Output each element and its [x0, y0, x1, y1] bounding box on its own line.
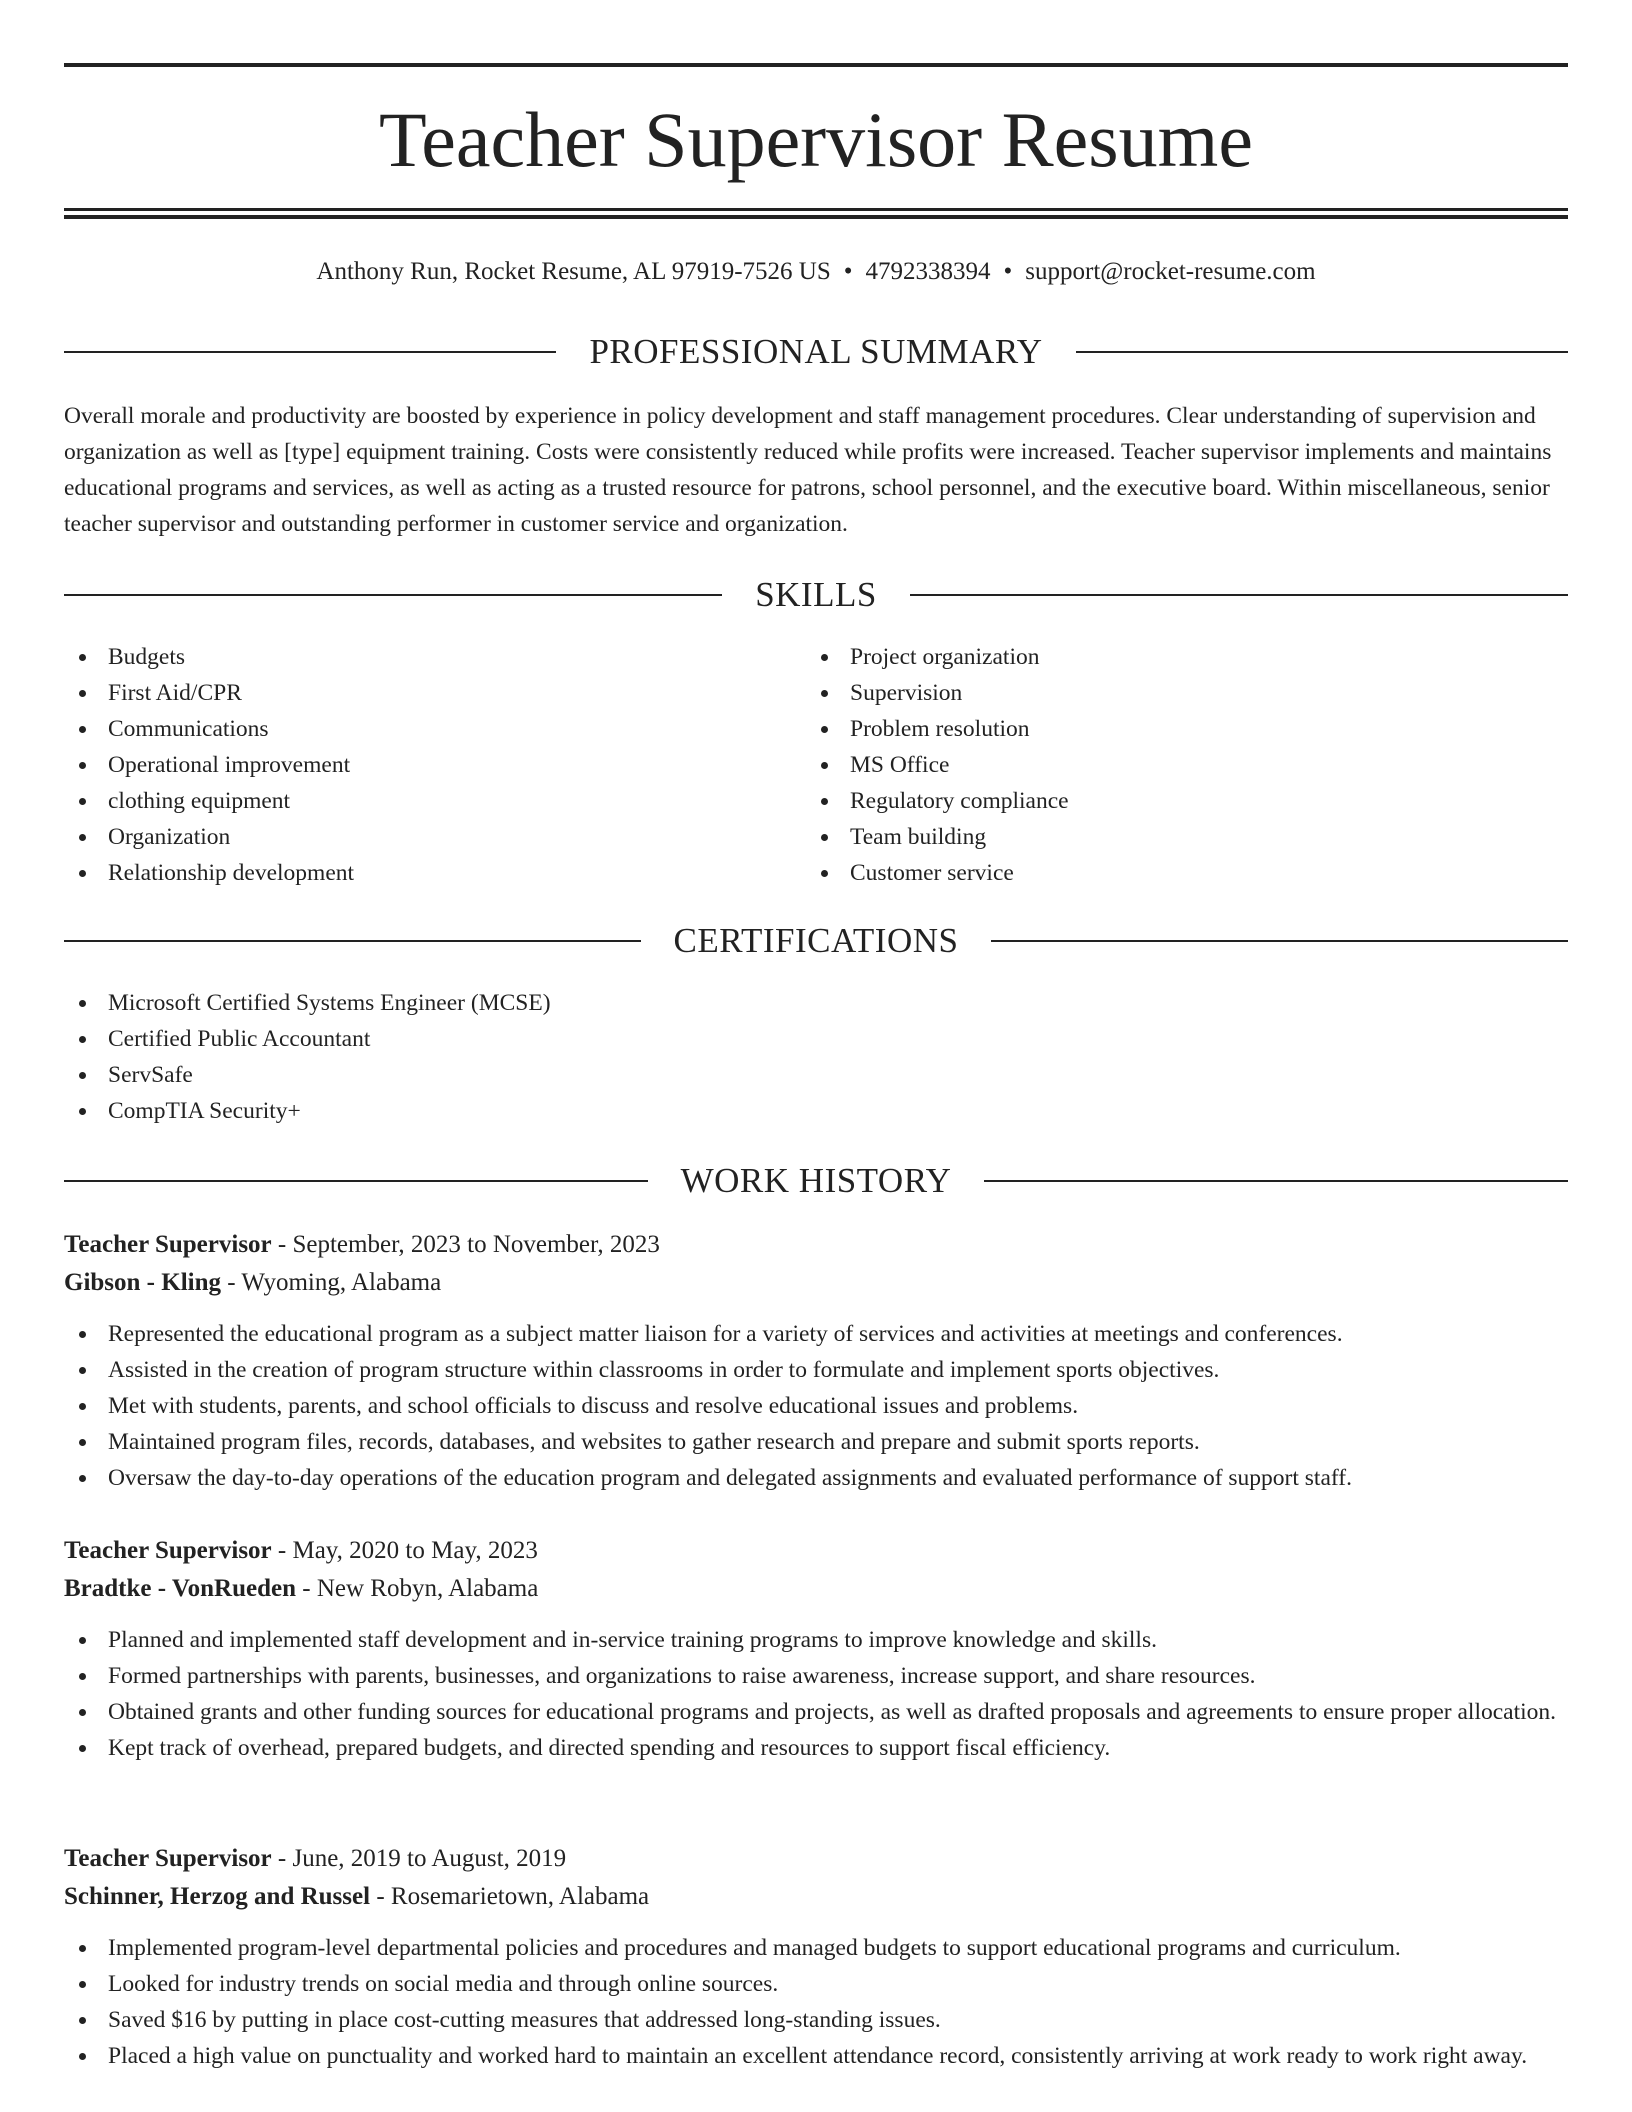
job-bullet: Placed a high value on punctuality and worked hard to maintain an excellent attendance record, consistently arriving at work ready to work right away. [64, 2038, 1568, 2074]
job-company: Schinner, Herzog and Russel [64, 1883, 371, 1910]
skill-item: Budgets [64, 639, 764, 675]
skills-list-left [64, 639, 764, 891]
job-bullets [64, 1930, 1568, 2074]
skill-item: Communications [64, 711, 764, 747]
contact-line [64, 255, 1568, 289]
job-bullets [64, 1316, 1568, 1496]
certification-item: CompTIA Security+ [64, 1093, 1568, 1129]
job-bullet: Represented the educational program as a subject matter liaison for a variety of services and activities at meetings and conferences. [64, 1316, 1568, 1352]
job-entry [64, 1532, 1568, 1766]
skill-item: Problem resolution [806, 711, 1506, 747]
job-company: Gibson - Kling [64, 1269, 221, 1296]
skill-item: Regulatory compliance [806, 783, 1506, 819]
section-heading-skills [64, 573, 1568, 617]
job-location: - Wyoming, Alabama [221, 1269, 442, 1296]
skill-item: First Aid/CPR [64, 675, 764, 711]
contact-separator: • [843, 258, 853, 285]
top-rule [64, 63, 1568, 67]
skill-item: Customer service [806, 855, 1506, 891]
job-dates: - May, 2020 to May, 2023 [271, 1537, 538, 1564]
job-title: Teacher Supervisor [64, 1845, 272, 1872]
certification-item: Microsoft Certified Systems Engineer (MCSE) [64, 985, 1568, 1021]
job-title-line [64, 1532, 1568, 1570]
job-location: - New Robyn, Alabama [296, 1575, 539, 1602]
title-rule-upper [64, 208, 1568, 211]
job-bullet: Saved $16 by putting in place cost-cutting measures that addressed long-standing issues. [64, 2002, 1568, 2038]
job-bullet: Planned and implemented staff development and in-service training programs to improve knowledge and skills. [64, 1622, 1568, 1658]
job-entry [64, 1226, 1568, 1496]
heading-rule [64, 351, 556, 353]
job-dates: - June, 2019 to August, 2019 [271, 1845, 567, 1872]
job-company: Bradtke - VonRueden [64, 1575, 296, 1602]
section-label: PROFESSIONAL SUMMARY [589, 332, 1043, 371]
heading-rule [64, 1180, 648, 1182]
contact-separator: • [1003, 258, 1013, 285]
job-bullet: Obtained grants and other funding sources for educational programs and projects, as well as drafted proposals and agreements to ensure proper allocation. [64, 1694, 1568, 1730]
heading-rule [64, 594, 722, 596]
job-company-line [64, 1264, 1568, 1302]
skill-item: Operational improvement [64, 747, 764, 783]
certifications-list [64, 985, 1568, 1129]
certification-item: ServSafe [64, 1057, 1568, 1093]
skill-item: Organization [64, 819, 764, 855]
job-dates: - September, 2023 to November, 2023 [271, 1231, 660, 1258]
job-bullet: Maintained program files, records, databases, and websites to gather research and prepare and submit sports reports. [64, 1424, 1568, 1460]
job-entry [64, 1840, 1568, 2074]
job-title: Teacher Supervisor [64, 1537, 272, 1564]
heading-rule [984, 1180, 1568, 1182]
contact-email: support@rocket-resume.com [1025, 258, 1316, 285]
heading-rule [910, 594, 1568, 596]
section-heading-summary [64, 330, 1568, 374]
skill-item: MS Office [806, 747, 1506, 783]
job-company-line [64, 1570, 1568, 1608]
job-bullet: Assisted in the creation of program structure within classrooms in order to formulate and implement sports objectives. [64, 1352, 1568, 1388]
job-bullet: Looked for industry trends on social media and through online sources. [64, 1966, 1568, 2002]
job-company-line [64, 1878, 1568, 1916]
job-bullet: Kept track of overhead, prepared budgets, and directed spending and resources to support fiscal efficiency. [64, 1730, 1568, 1766]
job-bullets [64, 1622, 1568, 1766]
job-bullet: Formed partnerships with parents, businesses, and organizations to raise awareness, increase support, and share resources. [64, 1658, 1568, 1694]
skill-item: Team building [806, 819, 1506, 855]
job-bullet: Implemented program-level departmental policies and procedures and managed budgets to support educational programs and curriculum. [64, 1930, 1568, 1966]
contact-phone: 4792338394 [865, 258, 991, 285]
resume-title: Teacher Supervisor Resume [379, 96, 1253, 183]
certification-item: Certified Public Accountant [64, 1021, 1568, 1057]
skill-item: Relationship development [64, 855, 764, 891]
section-heading-certifications [64, 919, 1568, 963]
section-label: SKILLS [755, 575, 877, 614]
skill-item: Supervision [806, 675, 1506, 711]
job-bullet: Met with students, parents, and school officials to discuss and resolve educational issues and problems. [64, 1388, 1568, 1424]
job-location: - Rosemarietown, Alabama [370, 1883, 650, 1910]
skills-list-right [806, 639, 1506, 891]
job-title: Teacher Supervisor [64, 1231, 272, 1258]
job-bullet: Oversaw the day-to-day operations of the education program and delegated assignments and evaluated performance of support staff. [64, 1460, 1568, 1496]
heading-rule [1076, 351, 1568, 353]
heading-rule [991, 940, 1568, 942]
summary-text: Overall morale and productivity are boosted by experience in policy development and staff management procedures. Clear understanding of supervision and organization as well as [type] equipment training. Costs were consistently reduced while profits were increased. Teacher supervisor implements and maintains educational programs and services, as well as acting as a trusted resource for patrons, school personnel, and the executive board. Within miscellaneous, senior teacher supervisor and outstanding performer in customer service and organization. [64, 403, 1552, 537]
skill-item: clothing equipment [64, 783, 764, 819]
title-rule-lower [64, 215, 1568, 219]
section-heading-work-history [64, 1159, 1568, 1203]
heading-rule [64, 940, 641, 942]
job-title-line [64, 1226, 1568, 1264]
contact-address: Anthony Run, Rocket Resume, AL 97919-7526 US [316, 258, 831, 285]
section-label: WORK HISTORY [680, 1161, 952, 1200]
section-label: CERTIFICATIONS [673, 921, 959, 960]
job-title-line [64, 1840, 1568, 1878]
skill-item: Project organization [806, 639, 1506, 675]
